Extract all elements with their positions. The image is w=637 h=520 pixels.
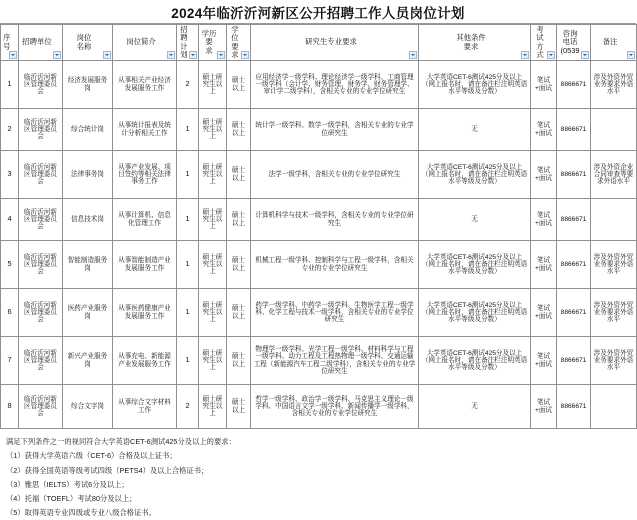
cell-deg: 硕士以上 — [227, 199, 251, 241]
cell-note: 涉及外资外贸业务要求外语水平 — [591, 241, 637, 289]
cell-tel: 8866671 — [557, 289, 591, 337]
cell-seq: 7 — [1, 337, 19, 385]
cell-seq: 4 — [1, 199, 19, 241]
column-header-deg — [227, 25, 251, 61]
cell-seq: 5 — [1, 241, 19, 289]
cell-note: 涉及外资外贸业务要求外语水平 — [591, 289, 637, 337]
column-header-label: 招聘单位 — [22, 37, 52, 47]
cell-unit: 临沂沂河新区管理委员会 — [19, 337, 63, 385]
cell-note — [591, 109, 637, 151]
column-header-other — [419, 25, 531, 61]
cell-major: 药学一级学科、中药学一级学科、生物医学工程一级学科、化学工程与技术一级学科，含相关专业的专业学位研究生 — [251, 289, 419, 337]
table-body — [1, 61, 637, 429]
cell-note: 涉及外资外贸业务要求外语水平 — [591, 337, 637, 385]
cell-post: 法律事务岗 — [63, 151, 113, 199]
column-header-note — [591, 25, 637, 61]
cell-seq: 1 — [1, 61, 19, 109]
cell-plan: 1 — [177, 199, 199, 241]
cell-unit: 临沂沂河新区管理委员会 — [19, 109, 63, 151]
job-plan-table — [0, 24, 637, 429]
column-header-label: 序 号 — [3, 33, 11, 51]
table-row — [1, 151, 637, 199]
cell-seq: 3 — [1, 151, 19, 199]
cell-plan: 1 — [177, 109, 199, 151]
cell-deg: 硕士以上 — [227, 241, 251, 289]
cell-unit: 临沂沂河新区管理委员会 — [19, 61, 63, 109]
cell-major: 统计学一级学科、数学一级学科，含相关专业的专业学位研究生 — [251, 109, 419, 151]
cell-major: 机械工程一级学科、控制科学与工程一级学科，含相关专业的专业学位研究生 — [251, 241, 419, 289]
column-header-seq — [1, 25, 19, 61]
column-header-tel — [557, 25, 591, 61]
cell-deg: 硕士以上 — [227, 337, 251, 385]
cell-other: 大学英语CET-6测试425分及以上 （网上报名时，请在备注栏注明英语水平等级及分数） — [419, 241, 531, 289]
cell-major: 计算机科学与技术一级学科，含相关专业的专业学位研究生 — [251, 199, 419, 241]
cell-edu: 硕士研究生以上 — [199, 385, 227, 429]
footnote-list — [6, 449, 630, 520]
cell-exam: 笔试+面试 — [531, 109, 557, 151]
cell-plan: 1 — [177, 151, 199, 199]
cell-deg: 硕士以上 — [227, 61, 251, 109]
footnote-item: （4）托福（TOEFL）考试80分及以上； — [6, 494, 137, 503]
cell-post: 信息技术岗 — [63, 199, 113, 241]
cell-note — [591, 199, 637, 241]
column-header-unit — [19, 25, 63, 61]
cell-plan: 1 — [177, 337, 199, 385]
cell-unit: 临沂沂河新区管理委员会 — [19, 151, 63, 199]
column-header-edu — [199, 25, 227, 61]
cell-seq: 6 — [1, 289, 19, 337]
filter-dropdown-icon-major[interactable] — [409, 51, 417, 59]
cell-desc: 从事相关产业经济发展服务工作 — [113, 61, 177, 109]
cell-other: 大学英语CET-6测试425分及以上 （网上报名时，请在备注栏注明英语水平等级及分数） — [419, 337, 531, 385]
cell-edu: 硕士研究生以上 — [199, 241, 227, 289]
filter-dropdown-icon-deg[interactable] — [241, 51, 249, 59]
table-header — [1, 25, 637, 61]
cell-post: 新兴产业服务岗 — [63, 337, 113, 385]
cell-edu: 硕士研究生以上 — [199, 289, 227, 337]
cell-other: 无 — [419, 199, 531, 241]
cell-other: 大学英语CET-6测试425分及以上 （网上报名时，请在备注栏注明英语水平等级及分数） — [419, 61, 531, 109]
column-header-plan — [177, 25, 199, 61]
cell-tel: 8866671 — [557, 241, 591, 289]
cell-exam: 笔试+面试 — [531, 241, 557, 289]
cell-note — [591, 385, 637, 429]
cell-major: 物理学一级学科、光学工程一级学科、材料科学与工程一级学科、动力工程及工程热物理一级学科、交通运输工程（新能源汽车工程二级学科），含相关专业的专业学位研究生 — [251, 337, 419, 385]
footnote-intro: 满足下列条件之一的视同符合大学英语CET-6测试425分及以上的要求： — [6, 437, 236, 447]
cell-seq: 2 — [1, 109, 19, 151]
cell-major: 应用经济学一级学科、理论经济学一级学科、工商管理一级学科（会计学、财务管理、财务学、财务管理学、审计学二级学科），含相关专业的专业学位研究生 — [251, 61, 419, 109]
cell-other: 无 — [419, 385, 531, 429]
cell-unit: 临沂沂河新区管理委员会 — [19, 241, 63, 289]
cell-exam: 笔试+面试 — [531, 151, 557, 199]
cell-edu: 硕士研究生以上 — [199, 109, 227, 151]
column-header-exam — [531, 25, 557, 61]
table-row — [1, 289, 637, 337]
column-header-desc — [113, 25, 177, 61]
cell-post: 医药产业服务岗 — [63, 289, 113, 337]
cell-desc: 从事统计报表及统计分析相关工作 — [113, 109, 177, 151]
table-row — [1, 109, 637, 151]
cell-edu: 硕士研究生以上 — [199, 151, 227, 199]
column-header-label: 学历要 求 — [201, 29, 217, 55]
column-header-label: 其他条件 要求 — [456, 33, 486, 51]
cell-plan: 1 — [177, 289, 199, 337]
filter-dropdown-icon-seq[interactable] — [9, 51, 17, 59]
cell-other: 大学英语CET-6测试425分及以上 （网上报名时，请在备注栏注明英语水平等级及分数） — [419, 289, 531, 337]
cell-note: 涉及外资企业合同审查等要求外语水平 — [591, 151, 637, 199]
cell-edu: 硕士研究生以上 — [199, 61, 227, 109]
cell-post: 综合统计岗 — [63, 109, 113, 151]
filter-dropdown-icon-post[interactable] — [103, 51, 111, 59]
cell-unit: 临沂沂河新区管理委员会 — [19, 385, 63, 429]
cell-desc: 从事医药健康产业发展服务工作 — [113, 289, 177, 337]
cell-desc: 从事产业发展、项目签约等相关法律事务工作 — [113, 151, 177, 199]
column-header-label: 招聘 计划 — [180, 25, 188, 59]
column-header-post — [63, 25, 113, 61]
cell-major: 法学一级学科，含相关专业的专业学位研究生 — [251, 151, 419, 199]
cell-edu: 硕士研究生以上 — [199, 337, 227, 385]
cell-plan: 1 — [177, 241, 199, 289]
filter-dropdown-icon-exam[interactable] — [547, 51, 555, 59]
cell-tel: 8866671 — [557, 385, 591, 429]
cell-deg: 硕士以上 — [227, 151, 251, 199]
cell-desc: 从事充电、新能源产业发展服务工作 — [113, 337, 177, 385]
table-row — [1, 61, 637, 109]
cell-plan: 2 — [177, 61, 199, 109]
filter-dropdown-icon-note[interactable] — [627, 51, 635, 59]
table-row — [1, 199, 637, 241]
cell-plan: 2 — [177, 385, 199, 429]
column-header-label: 岗位简介 — [126, 37, 156, 47]
document-title-band — [0, 0, 636, 24]
cell-post: 智能制造服务岗 — [63, 241, 113, 289]
table-row — [1, 337, 637, 385]
footnotes — [0, 429, 636, 520]
cell-desc: 从事计算机、信息化管理工作 — [113, 199, 177, 241]
cell-major: 哲学一级学科、政治学一级学科、马克思主义理论一级学科、中国语言文学一级学科、新闻传播学一级学科，含相关专业的专业学位研究生 — [251, 385, 419, 429]
cell-unit: 临沂沂河新区管理委员会 — [19, 199, 63, 241]
table-row — [1, 241, 637, 289]
footnote-item: （3）雅思（IELTS）考试6分及以上； — [6, 479, 129, 489]
column-header-label: 咨询 电话 (0539 — [560, 29, 580, 55]
column-header-label: 研究生专业要求 — [305, 37, 357, 47]
cell-exam: 笔试+面试 — [531, 289, 557, 337]
footnote-item: （1）获得大学英语六级（CET-6）合格及以上证书； — [6, 451, 177, 461]
table-row — [1, 385, 637, 429]
cell-deg: 硕士以上 — [227, 289, 251, 337]
column-header-label: 备注 — [602, 37, 618, 47]
column-header-label: 学位 要求 — [231, 25, 239, 59]
cell-exam: 笔试+面试 — [531, 337, 557, 385]
cell-other: 大学英语CET-6测试425分及以上 （网上报名时，请在备注栏注明英语水平等级及分数） — [419, 151, 531, 199]
cell-deg: 硕士以上 — [227, 385, 251, 429]
filter-dropdown-icon-desc[interactable] — [167, 51, 175, 59]
filter-dropdown-icon-unit[interactable] — [53, 51, 61, 59]
filter-dropdown-icon-edu[interactable] — [217, 51, 225, 59]
cell-desc: 从事综合文字材料工作 — [113, 385, 177, 429]
cell-tel: 8866671 — [557, 151, 591, 199]
cell-post: 经济发展服务岗 — [63, 61, 113, 109]
cell-exam: 笔试+面试 — [531, 385, 557, 429]
cell-post: 综合文字岗 — [63, 385, 113, 429]
cell-other: 无 — [419, 109, 531, 151]
filter-dropdown-icon-other[interactable] — [521, 51, 529, 59]
column-header-label: 考试 方式 — [536, 25, 544, 59]
cell-tel: 8866671 — [557, 109, 591, 151]
cell-desc: 从事智能制造产业发展服务工作 — [113, 241, 177, 289]
cell-tel: 8866671 — [557, 61, 591, 109]
column-header-label: 岗位 名称 — [76, 33, 92, 51]
cell-exam: 笔试+面试 — [531, 199, 557, 241]
filter-dropdown-icon-plan[interactable] — [189, 51, 197, 59]
page-title: 2024年临沂沂河新区公开招聘工作人员岗位计划 — [171, 5, 465, 21]
footnote-item: （5）取得英语专业四级或专业八级合格证书。 — [6, 508, 156, 518]
filter-dropdown-icon-tel[interactable] — [581, 51, 589, 59]
column-header-major — [251, 25, 419, 61]
cell-tel: 8866671 — [557, 337, 591, 385]
cell-seq: 8 — [1, 385, 19, 429]
cell-deg: 硕士以上 — [227, 109, 251, 151]
cell-unit: 临沂沂河新区管理委员会 — [19, 289, 63, 337]
cell-tel: 8866671 — [557, 199, 591, 241]
cell-exam: 笔试+面试 — [531, 61, 557, 109]
table-header-row — [1, 25, 637, 61]
cell-edu: 硕士研究生以上 — [199, 199, 227, 241]
footnote-item: （2）获得全国英语等级考试四级（PETS4）及以上合格证书； — [6, 465, 209, 475]
cell-note: 涉及外资外贸业务要求外语水平 — [591, 61, 637, 109]
